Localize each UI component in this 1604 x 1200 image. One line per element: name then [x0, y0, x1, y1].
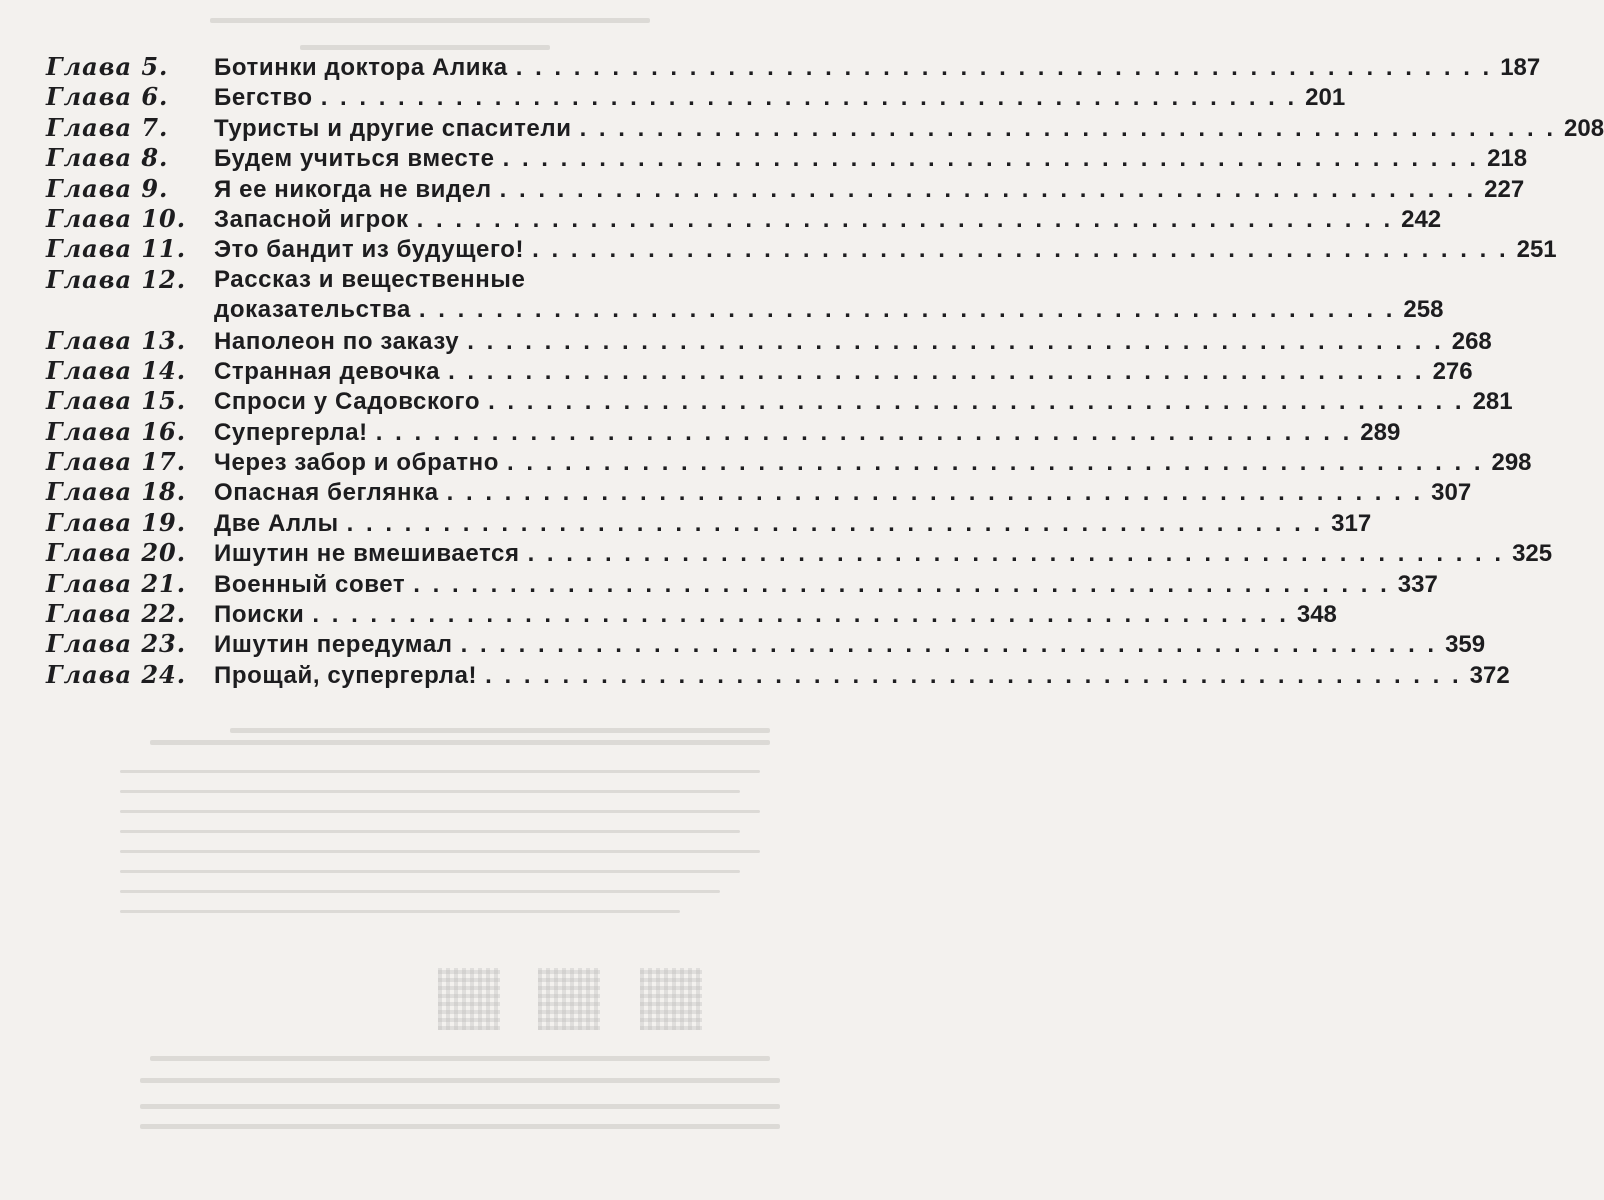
toc-entry — [46, 355, 1473, 386]
dot-leader — [461, 630, 1437, 660]
dot-leader — [467, 327, 1443, 357]
chapter-title: Супергерла! — [214, 418, 368, 446]
chapter-title: Ишутин передумал — [214, 631, 453, 659]
toc-entry — [46, 629, 1486, 659]
dot-leader — [516, 53, 1492, 83]
chapter-title-second-line: доказательства — [214, 295, 411, 323]
chapter-number: Глава 13. — [46, 325, 187, 355]
chapter-number: Глава 17. — [46, 447, 187, 477]
dot-leader — [485, 661, 1461, 691]
page-number: 258 — [1403, 295, 1444, 323]
chapter-title-continuation — [214, 295, 1443, 325]
chapter-title: Будем учиться вместе — [214, 145, 495, 173]
chapter-number: Глава 24. — [46, 659, 187, 689]
chapter-number: Глава 16. — [46, 416, 187, 446]
page-number: 208 — [1564, 114, 1604, 142]
chapter-title: Военный совет — [214, 570, 406, 598]
page-number: 325 — [1512, 540, 1553, 568]
chapter-title: Через забор и обратно — [214, 449, 500, 477]
chapter-number: Глава 9. — [46, 173, 169, 203]
chapter-title: Туристы и другие спасители — [214, 114, 572, 142]
chapter-title: Поиски — [214, 601, 305, 629]
dot-leader — [528, 539, 1504, 569]
page-number: 281 — [1472, 388, 1513, 416]
chapter-title: Это бандит из будущего! — [214, 236, 525, 264]
chapter-title-block — [214, 265, 1443, 325]
toc-entry — [46, 143, 1528, 173]
page-number: 317 — [1331, 509, 1372, 537]
chapter-title: Ишутин не вмешивается — [214, 540, 520, 568]
dot-leader — [488, 387, 1464, 417]
chapter-number: Глава 10. — [46, 203, 187, 233]
toc-entry — [46, 416, 1401, 447]
toc-entry — [46, 507, 1372, 538]
toc-entry — [46, 52, 1541, 82]
toc-entry — [46, 659, 1510, 690]
table-of-contents — [46, 52, 1604, 690]
page-number: 227 — [1484, 175, 1525, 203]
page-number: 187 — [1500, 54, 1541, 81]
toc-entry — [46, 234, 1557, 264]
page-number: 276 — [1432, 357, 1473, 385]
chapter-number: Глава 20. — [46, 538, 187, 568]
dot-leader — [347, 509, 1323, 539]
dot-leader — [580, 114, 1556, 144]
page-number: 348 — [1296, 601, 1337, 629]
page-number: 372 — [1469, 661, 1510, 689]
toc-entry — [46, 264, 1444, 326]
page-number: 201 — [1305, 84, 1346, 112]
chapter-title: Спроси у Садовского — [214, 388, 481, 416]
dot-leader — [376, 418, 1352, 448]
chapter-title: Ботинки доктора Алика — [214, 54, 508, 81]
chapter-title: Прощай, супергерла! — [214, 661, 478, 689]
dot-leader — [503, 144, 1479, 174]
chapter-number: Глава 14. — [46, 355, 187, 385]
toc-entry — [46, 477, 1472, 507]
dot-leader — [321, 83, 1297, 113]
toc-entry — [46, 173, 1525, 204]
chapter-title: Две Аллы — [214, 509, 339, 537]
toc-entry — [46, 447, 1532, 477]
page-number: 268 — [1451, 327, 1492, 355]
chapter-number: Глава 19. — [46, 507, 187, 537]
dot-leader — [532, 235, 1508, 265]
dot-leader — [419, 295, 1395, 325]
chapter-number: Глава 21. — [46, 568, 187, 598]
chapter-title: Запасной игрок — [214, 205, 409, 233]
chapter-number: Глава 15. — [46, 386, 187, 416]
chapter-number: Глава 11. — [46, 234, 187, 264]
toc-entry — [46, 568, 1438, 599]
page-number: 307 — [1431, 479, 1472, 507]
chapter-number: Глава 6. — [46, 82, 169, 112]
chapter-title: Я ее никогда не видел — [214, 175, 492, 203]
toc-entry — [46, 82, 1346, 112]
page-number: 298 — [1491, 449, 1532, 477]
chapter-number: Глава 12. — [46, 264, 187, 294]
chapter-title: Бегство — [214, 84, 313, 112]
toc-entry — [46, 599, 1337, 629]
chapter-title: Рассказ и вещественные — [214, 265, 526, 293]
chapter-number: Глава 5. — [46, 52, 169, 81]
dot-leader — [447, 478, 1423, 508]
chapter-number: Глава 7. — [46, 112, 169, 142]
dot-leader — [507, 448, 1483, 478]
toc-entry — [46, 325, 1492, 356]
toc-entry — [46, 203, 1442, 234]
dot-leader — [500, 175, 1476, 205]
chapter-title: Странная девочка — [214, 357, 441, 385]
dot-leader — [448, 357, 1424, 387]
chapter-number: Глава 22. — [46, 599, 187, 629]
chapter-number: Глава 8. — [46, 143, 169, 173]
chapter-number: Глава 23. — [46, 629, 187, 659]
dot-leader — [413, 570, 1389, 600]
page-number: 251 — [1516, 236, 1557, 264]
toc-entry — [46, 112, 1604, 143]
page-number: 359 — [1445, 631, 1486, 659]
chapter-number: Глава 18. — [46, 477, 187, 507]
toc-entry — [46, 538, 1553, 568]
page-number: 337 — [1397, 570, 1438, 598]
page-number: 289 — [1360, 418, 1401, 446]
chapter-title: Наполеон по заказу — [214, 327, 460, 355]
toc-entry — [46, 386, 1513, 416]
dot-leader — [417, 205, 1393, 235]
page-number: 242 — [1401, 205, 1442, 233]
page-number: 218 — [1487, 145, 1528, 173]
dot-leader — [312, 600, 1288, 630]
chapter-title: Опасная беглянка — [214, 479, 439, 507]
